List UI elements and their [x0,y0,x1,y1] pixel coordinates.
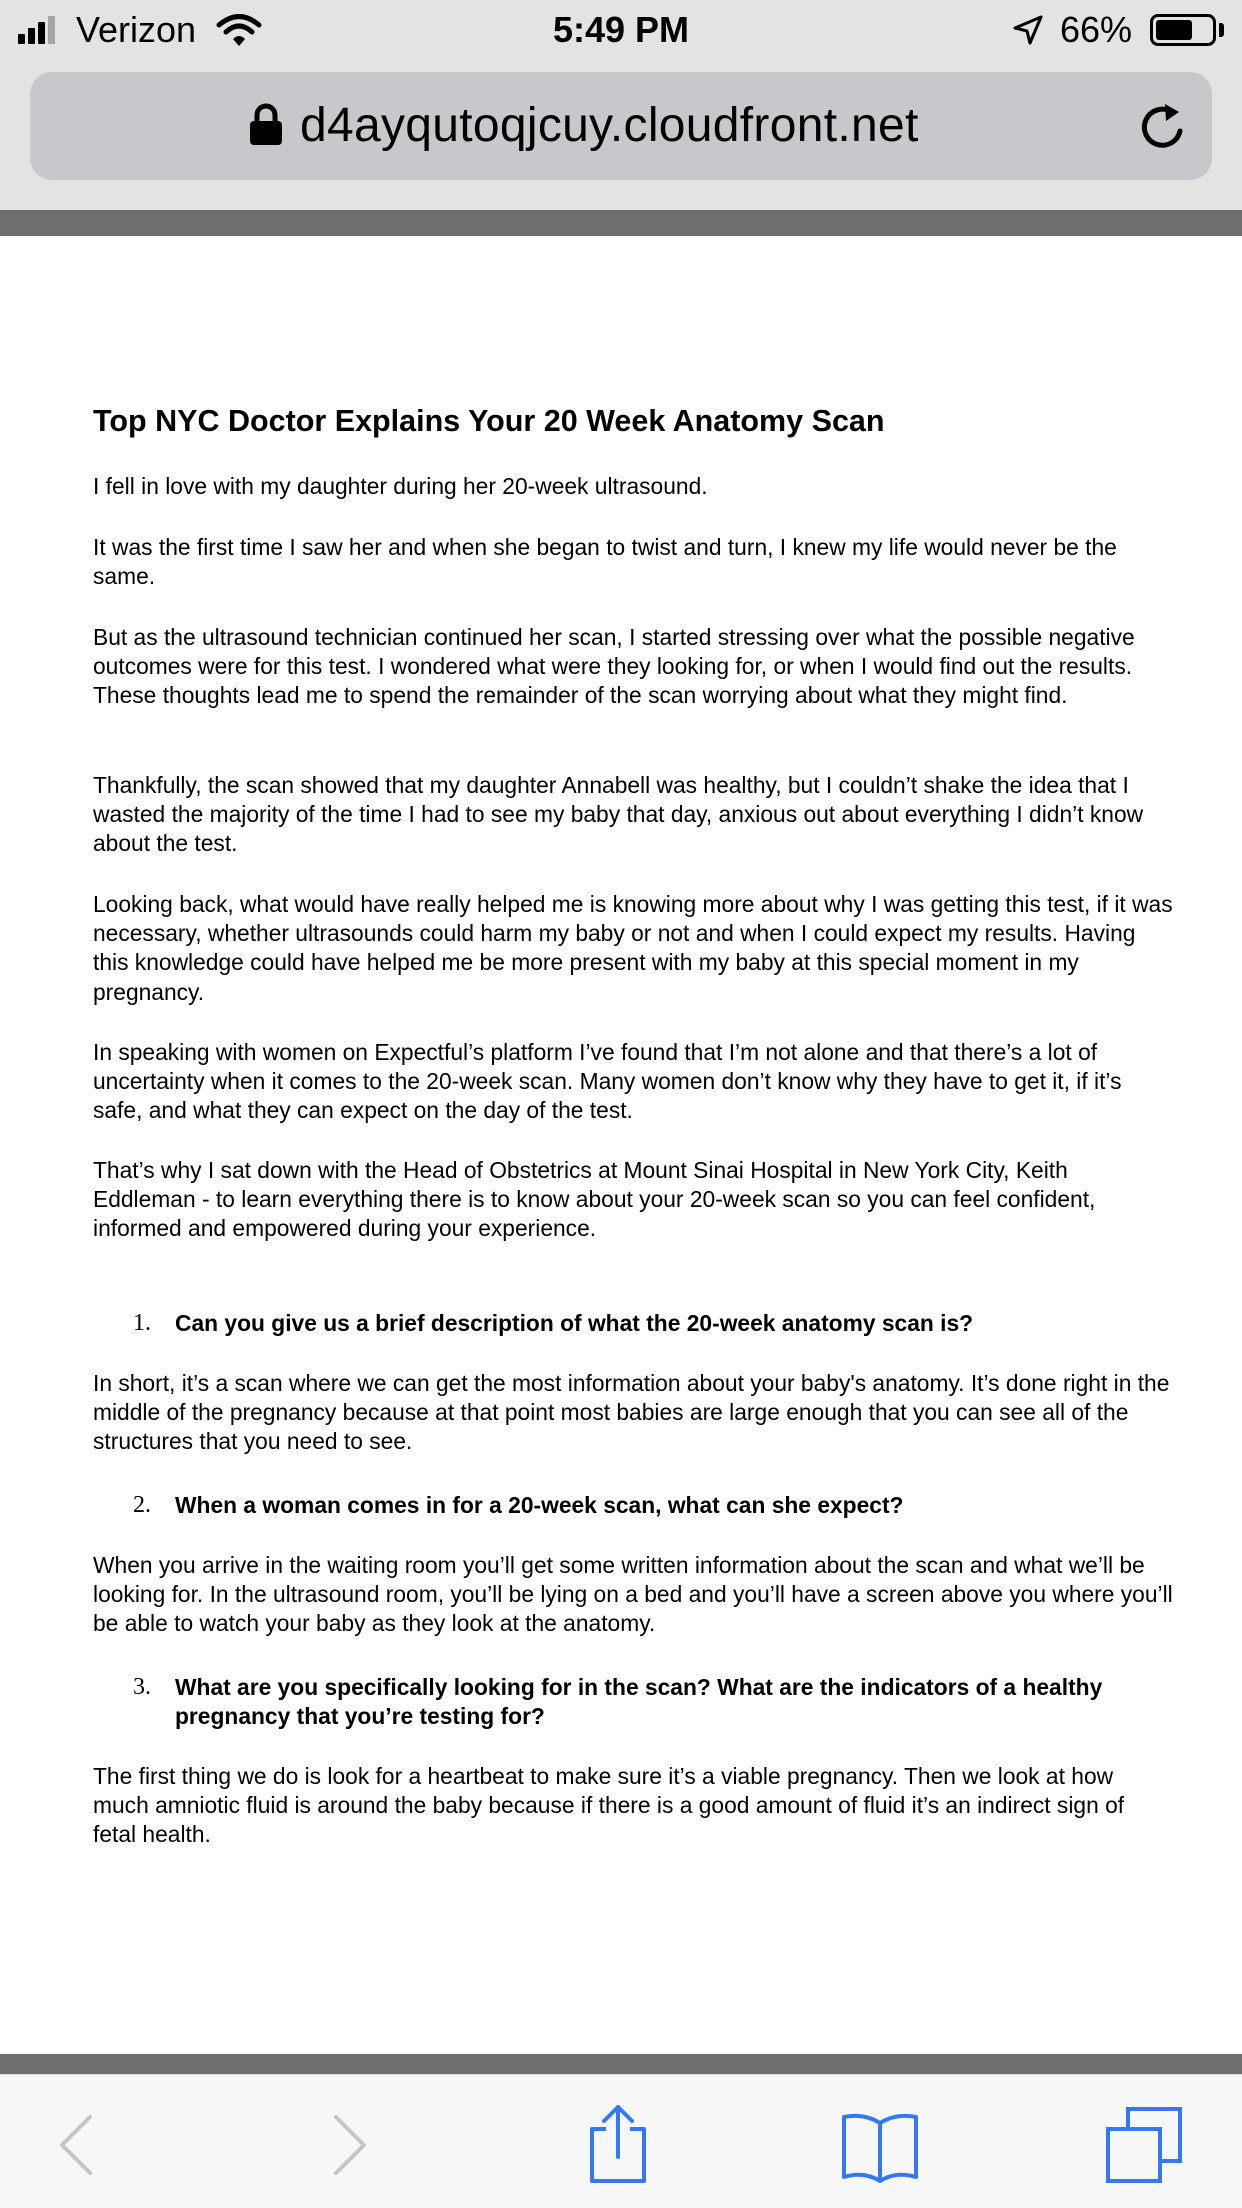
article-paragraph: Thankfully, the scan showed that my daughter Annabell was healthy, but I couldn’t shake the idea that I wasted the majority of the time I had to see my baby that day, anxious out about everything I didn’t know about the test. [93,772,1144,857]
question-text: Can you give us a brief description of what the 20-week anatomy scan is? [175,1310,974,1336]
article-paragraph: In speaking with women on Expectful’s platform I’ve found that I’m not alone and that there’s a lot of uncertainty when it comes to the 20-week scan. Many women don’t know why they have to get it, if it’s safe, and what they can expect on the day of the test. [93,1039,1122,1124]
browser-toolbar [0,2074,1242,2208]
url-text[interactable]: d4ayqutoqjcuy.cloudfront.net [300,99,919,152]
article-paragraph: It was the first time I saw her and when she began to twist and turn, I knew my life would never be the same. [93,534,1117,590]
location-arrow-icon [1012,14,1044,46]
page-top-border [0,210,1242,236]
browser-top-chrome [0,0,1242,210]
article-paragraph: Looking back, what would have really helped me is knowing more about why I was getting this test, if it was necessary, whether ultrasounds could harm my baby or not and when I could expect my results. Having this knowledge could have helped me be more present with my baby at this special moment in my pregnancy. [93,891,1173,1005]
lock-icon [248,102,284,146]
forward-icon[interactable] [308,2105,388,2185]
status-time: 5:49 PM [552,9,690,50]
battery-icon [1150,14,1216,46]
article-paragraph: But as the ultrasound technician continued her scan, I started stressing over what the possible negative outcomes were for this test. I wondered what were they looking for, or when I would find out the results. These thoughts lead me to spend the remainder of the scan worrying about what they might find. [93,624,1135,709]
bookmarks-icon[interactable] [840,2105,920,2185]
question-text: What are you specifically looking for in the scan? What are the indicators of a healthy pregnancy that you’re testing for? [175,1674,1103,1730]
answer-paragraph: When you arrive in the waiting room you’ll get some written information about the scan and what we’ll be looking for. In the ultrasound room, you’ll be lying on a bed and you’ll have a screen above you where you’ll be able to watch your baby as they look at the anatomy. [93,1552,1173,1637]
article-title: Top NYC Doctor Explains Your 20 Week Anatomy Scan [93,404,885,438]
back-icon[interactable] [38,2105,118,2185]
question-number: 2. [133,1492,151,1518]
answer-paragraph: The first thing we do is look for a heartbeat to make sure it’s a viable pregnancy. Then we look at how much amniotic fluid is around the baby because if there is a good amount of fluid it’s an indirect sign of fetal health. [93,1763,1125,1848]
tabs-icon[interactable] [1104,2105,1184,2185]
battery-level-fill [1156,20,1192,40]
reload-icon[interactable] [1136,100,1190,154]
page-bottom-border [0,2054,1242,2074]
question-text: When a woman comes in for a 20-week scan, what can she expect? [175,1492,904,1518]
battery-cap [1219,23,1224,37]
battery-percent: 66% [1060,9,1133,50]
question-number: 1. [133,1310,151,1336]
share-icon[interactable] [578,2105,658,2185]
answer-paragraph: In short, it’s a scan where we can get the most information about your baby's anatomy. It’s done right in the middle of the pregnancy because at that point most babies are large enough that you can see all of the structures that you need to see. [93,1370,1170,1455]
address-bar[interactable] [30,72,1212,180]
article-paragraph: I fell in love with my daughter during her 20-week ultrasound. [93,473,708,499]
question-number: 3. [133,1674,151,1700]
status-bar [0,0,1242,62]
carrier-name: Verizon [76,9,197,50]
article-paragraph: That’s why I sat down with the Head of Obstetrics at Mount Sinai Hospital in New York City, Keith Eddleman - to learn everything there is to know about your 20-week scan so you can feel confident, informed and empowered during your experience. [93,1157,1096,1242]
